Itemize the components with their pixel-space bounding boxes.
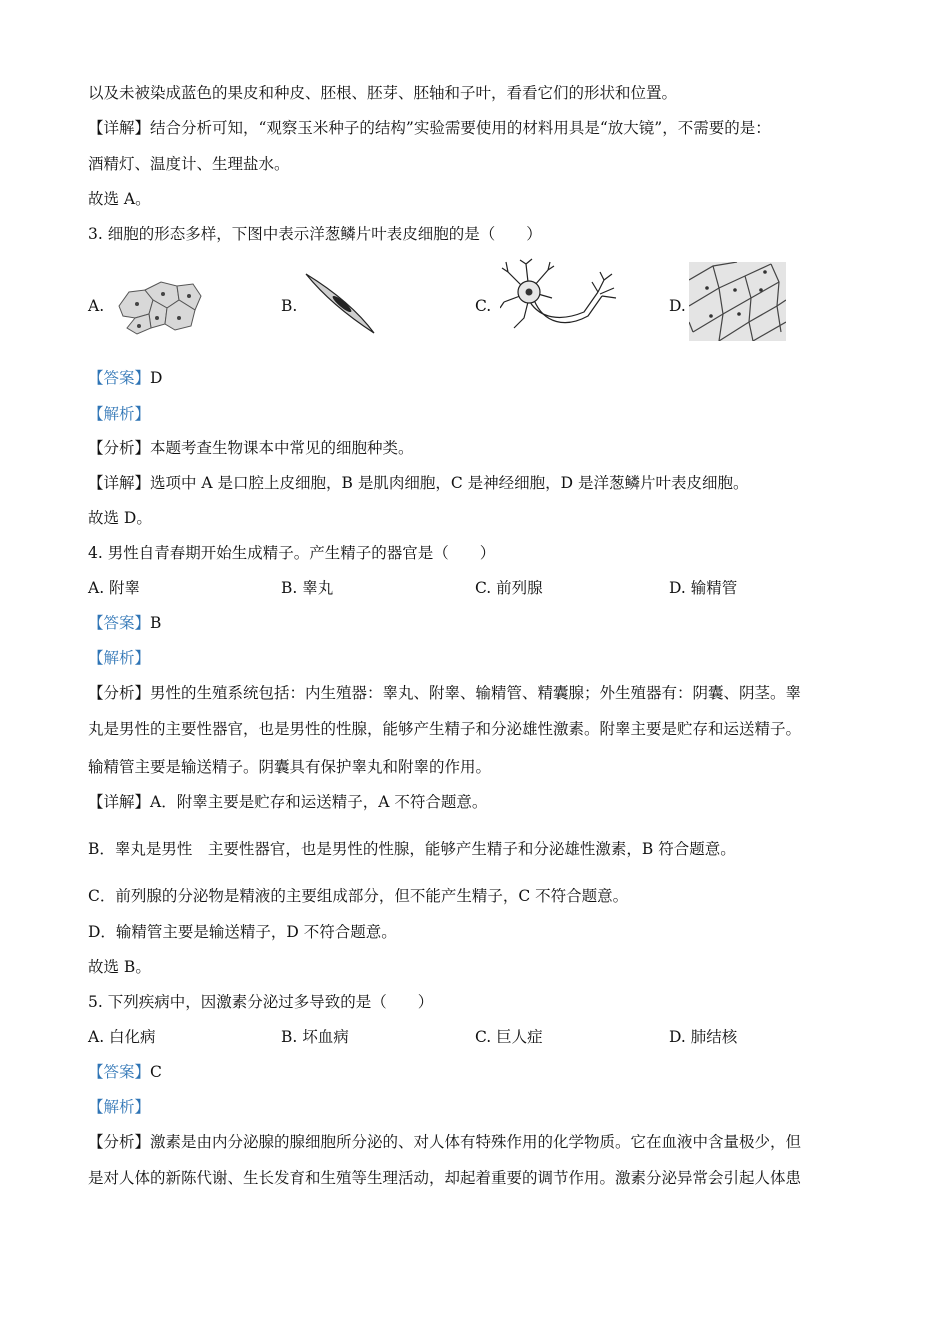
option-a-label: A. — [88, 297, 105, 315]
choose-text: 故选 B。 — [88, 958, 151, 976]
neuron-image — [500, 258, 618, 338]
choose-text: 故选 D。 — [88, 509, 152, 527]
analysis-tag: 【解析】 — [88, 405, 151, 423]
analysis-text: 【分析】男性的生殖系统包括：内生殖器：睾丸、附睾、输精管、精囊腺；外生殖器有：阴囊、阴茎。睾 — [88, 684, 802, 702]
question-4-stem: 4. 男性自青春期开始生成精子。产生精子的器官是（ ） — [88, 544, 496, 562]
detail-text: 【详解】A．附睾主要是贮存和运送精子，A 不符合题意。 — [88, 793, 488, 811]
cheek-cell-image — [115, 278, 203, 336]
option-c: C. 巨人症 — [475, 1028, 543, 1046]
answer-line — [88, 613, 161, 633]
onion-epidermis-image — [689, 262, 786, 341]
option-a: A. 附睾 — [88, 579, 141, 597]
detail-text: 【详解】选项中 A 是口腔上皮细胞，B 是肌肉细胞，C 是神经细胞，D 是洋葱鳞片叶表皮细胞。 — [88, 474, 749, 492]
detail-text: C．前列腺的分泌物是精液的主要组成部分，但不能产生精子，C 不符合题意。 — [88, 887, 629, 905]
option-d-label: D. — [669, 297, 686, 315]
option-b: B. 坏血病 — [281, 1028, 349, 1046]
answer-tag: 【答案】 — [88, 1063, 151, 1081]
analysis-text: 【分析】本题考查生物课本中常见的细胞种类。 — [88, 439, 414, 457]
analysis-text: 【分析】激素是由内分泌腺的腺细胞所分泌的、对人体有特殊作用的化学物质。它在血液中含量极少，但 — [88, 1133, 802, 1151]
detail-text: B．睾丸是男性 主要性器官，也是男性的性腺，能够产生精子和分泌雄性激素，B 符合题意。 — [88, 840, 736, 858]
question-5-stem: 5. 下列疾病中，因激素分泌过多导致的是（ ） — [88, 993, 434, 1011]
option-d: D. 肺结核 — [669, 1028, 738, 1046]
text-line: 【详解】结合分析可知，“观察玉米种子的结构”实验需要使用的材料用具是“放大镜”，不需要的是： — [88, 119, 771, 137]
analysis-tag: 【解析】 — [88, 649, 151, 667]
option-d: D. 输精管 — [669, 579, 738, 597]
answer-tag: 【答案】 — [88, 614, 151, 632]
text-line: 酒精灯、温度计、生理盐水。 — [88, 155, 290, 173]
answer-value: D — [150, 369, 163, 387]
detail-text: D．输精管主要是输送精子，D 不符合题意。 — [88, 923, 397, 941]
muscle-cell-image — [302, 270, 377, 336]
analysis-text: 丸是男性的主要性器官，也是男性的性腺，能够产生精子和分泌雄性激素。附睾主要是贮存和运送精子。 — [88, 720, 802, 738]
answer-tag: 【答案】 — [88, 369, 151, 387]
analysis-tag: 【解析】 — [88, 1098, 151, 1116]
analysis-text: 是对人体的新陈代谢、生长发育和生殖等生理活动，却起着重要的调节作用。激素分泌异常会引起人体患 — [88, 1169, 802, 1187]
option-a: A. 白化病 — [88, 1028, 156, 1046]
answer-value: C — [150, 1063, 162, 1081]
analysis-text: 输精管主要是输送精子。阴囊具有保护睾丸和附睾的作用。 — [88, 758, 492, 776]
option-b-label: B. — [281, 297, 298, 315]
option-c: C. 前列腺 — [475, 579, 543, 597]
option-c-label: C. — [475, 297, 492, 315]
text-line: 以及未被染成蓝色的果皮和种皮、胚根、胚芽、胚轴和子叶，看看它们的形状和位置。 — [88, 84, 678, 102]
option-b: B. 睾丸 — [281, 579, 334, 597]
answer-line — [88, 1062, 162, 1082]
question-3-stem: 3. 细胞的形态多样，下图中表示洋葱鳞片叶表皮细胞的是（ ） — [88, 225, 542, 243]
text-line: 故选 A。 — [88, 190, 151, 208]
answer-value: B — [150, 614, 162, 632]
answer-line — [88, 368, 162, 388]
